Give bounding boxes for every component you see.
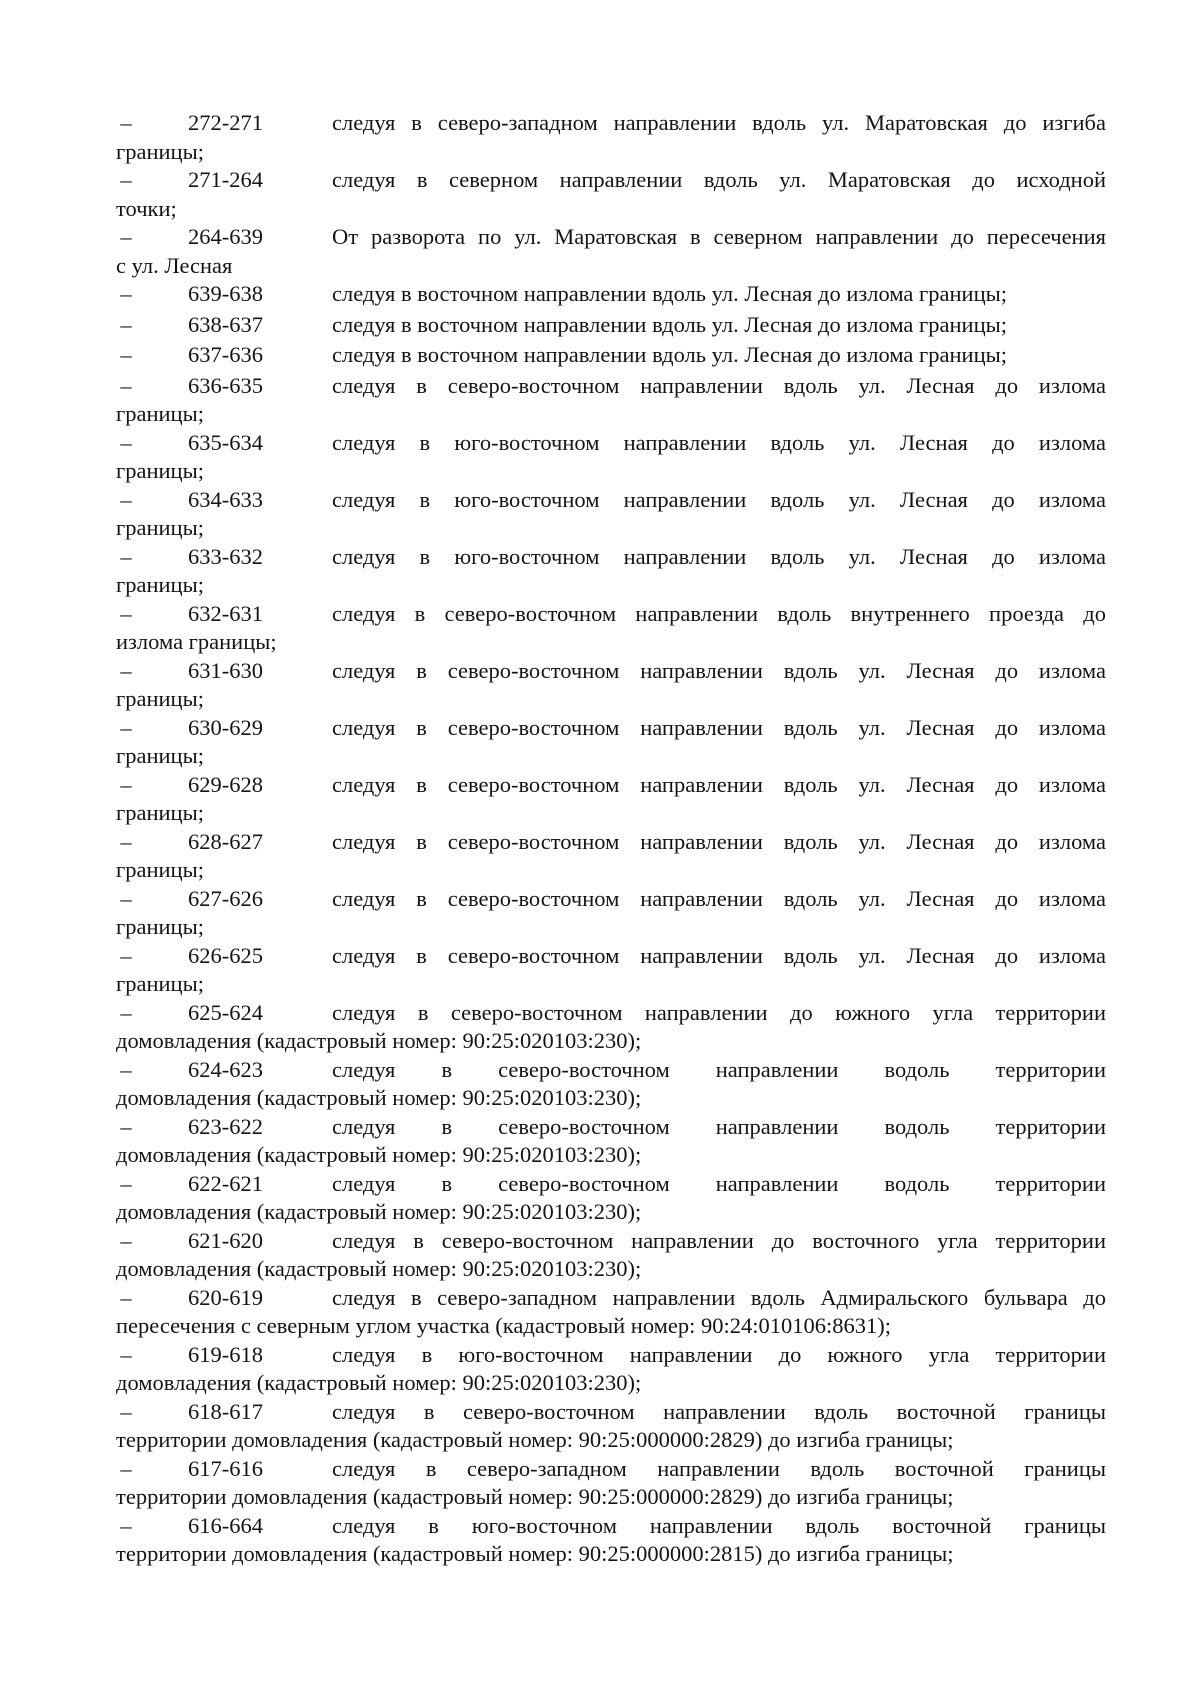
entry-first-line [116, 486, 1106, 515]
entry-first-line [116, 372, 1106, 401]
segment-description-continuation: территории домовладения (кадастровый номер: 90:25:000000:2815) до изгиба границы; [116, 1541, 954, 1566]
segment-description-continuation: границы; [116, 743, 204, 768]
segment-description: следуя в северо-восточном направлении вдоль ул. Лесная до излома [332, 828, 1106, 854]
list-dash-marker: – [120, 372, 132, 398]
list-dash-marker: – [120, 486, 132, 512]
entry-first-line [116, 1398, 1106, 1427]
entry-first-line [116, 885, 1106, 914]
boundary-segment-entry [116, 280, 1106, 311]
segment-description: следуя в северо-восточном направлении вдоль ул. Лесная до излома [332, 714, 1106, 740]
list-dash-marker: – [120, 600, 132, 626]
segment-description-continuation: территории домовладения (кадастровый номер: 90:25:000000:2829) до изгиба границы; [116, 1427, 954, 1452]
segment-description: следуя в восточном направлении вдоль ул. Лесная до излома границы; [332, 342, 1007, 367]
boundary-segment-entry [116, 657, 1106, 714]
boundary-segment-entry [116, 1455, 1106, 1512]
boundary-segment-entry [116, 942, 1106, 999]
segment-description-continuation: домовладения (кадастровый номер: 90:25:020103:230); [116, 1028, 642, 1053]
boundary-segment-entry [116, 771, 1106, 828]
segment-point-range: 623-622 [188, 1113, 263, 1139]
boundary-segment-entry [116, 1113, 1106, 1170]
boundary-segment-entry [116, 1512, 1106, 1569]
boundary-segment-entry [116, 999, 1106, 1056]
segment-description-continuation: домовладения (кадастровый номер: 90:25:020103:230); [116, 1142, 642, 1167]
segment-description: следуя в северо-восточном направлении вдоль восточной границы [332, 1398, 1106, 1424]
segment-description: следуя в юго-восточном направлении вдоль восточной границы [332, 1512, 1106, 1538]
entry-first-line [116, 429, 1106, 458]
entry-first-line [116, 1284, 1106, 1313]
boundary-description-list [116, 109, 1106, 1569]
list-dash-marker: – [120, 1398, 132, 1424]
segment-description: следуя в северо-восточном направлении вдоль внутреннего проезда до [332, 600, 1106, 626]
entry-first-line [116, 1056, 1106, 1085]
boundary-segment-entry [116, 828, 1106, 885]
entry-first-line [116, 714, 1106, 743]
boundary-segment-entry [116, 543, 1106, 600]
segment-description: От разворота по ул. Маратовская в северном направлении до пересечения [332, 224, 1106, 249]
segment-description: следуя в восточном направлении вдоль ул. Лесная до излома границы; [332, 311, 1007, 337]
segment-description: следуя в северном направлении вдоль ул. Маратовская до исходной [332, 167, 1106, 192]
segment-description-continuation: границы; [116, 458, 204, 483]
segment-description-continuation: границы; [116, 800, 204, 825]
segment-point-range: 617-616 [188, 1455, 263, 1481]
segment-description: следуя в северо-восточном направлении вдоль ул. Лесная до излома [332, 657, 1106, 683]
entry-first-line [116, 1170, 1106, 1199]
entry-first-line [116, 771, 1106, 800]
boundary-segment-entry [116, 341, 1106, 372]
segment-description: следуя в юго-восточном направлении вдоль ул. Лесная до излома [332, 486, 1106, 512]
list-dash-marker: – [120, 1170, 132, 1196]
segment-description: следуя в северо-западном направлении вдоль восточной границы [332, 1455, 1106, 1481]
segment-description: следуя в северо-восточном направлении вдоль ул. Лесная до излома [332, 885, 1106, 911]
segment-description-continuation: границы; [116, 686, 204, 711]
boundary-segment-entry [116, 1227, 1106, 1284]
boundary-segment-entry [116, 166, 1106, 223]
segment-point-range: 618-617 [188, 1398, 263, 1424]
boundary-segment-entry [116, 1398, 1106, 1455]
segment-description: следуя в северо-восточном направлении водоль территории [332, 1113, 1106, 1139]
list-dash-marker: – [120, 281, 132, 306]
entry-first-line [116, 1512, 1106, 1541]
segment-point-range: 630-629 [188, 714, 263, 740]
segment-point-range: 635-634 [188, 429, 263, 455]
boundary-segment-entry [116, 1341, 1106, 1398]
segment-point-range: 639-638 [188, 281, 263, 306]
segment-description-continuation: домовладения (кадастровый номер: 90:25:020103:230); [116, 1085, 642, 1110]
segment-point-range: 620-619 [188, 1284, 263, 1310]
boundary-segment-entry [116, 1056, 1106, 1113]
list-dash-marker: – [120, 1113, 132, 1139]
segment-point-range: 629-628 [188, 771, 263, 797]
segment-description-continuation: территории домовладения (кадастровый номер: 90:25:000000:2829) до изгиба границы; [116, 1484, 954, 1509]
list-dash-marker: – [120, 657, 132, 683]
entry-first-line [116, 1341, 1106, 1370]
entry-first-line [116, 311, 1106, 340]
segment-description-continuation: домовладения (кадастровый номер: 90:25:020103:230); [116, 1199, 642, 1224]
entry-first-line [116, 280, 1106, 309]
list-dash-marker: – [120, 429, 132, 455]
boundary-segment-entry [116, 714, 1106, 771]
segment-description-continuation: границы; [116, 914, 204, 939]
segment-point-range: 621-620 [188, 1227, 263, 1253]
boundary-segment-entry [116, 486, 1106, 543]
boundary-segment-entry [116, 223, 1106, 280]
segment-point-range: 628-627 [188, 828, 263, 854]
list-dash-marker: – [120, 1512, 132, 1538]
segment-description: следуя в северо-восточном направлении вдоль ул. Лесная до излома [332, 771, 1106, 797]
segment-description-continuation: излома границы; [116, 629, 277, 654]
list-dash-marker: – [120, 342, 132, 367]
entry-first-line [116, 600, 1106, 629]
segment-description-continuation: домовладения (кадастровый номер: 90:25:020103:230); [116, 1370, 642, 1395]
entry-first-line [116, 657, 1106, 686]
entry-first-line [116, 543, 1106, 572]
list-dash-marker: – [120, 110, 132, 135]
segment-point-range: 631-630 [188, 657, 263, 683]
entry-first-line [116, 999, 1106, 1028]
list-dash-marker: – [120, 543, 132, 569]
segment-point-range: 625-624 [188, 999, 263, 1025]
list-dash-marker: – [120, 1227, 132, 1253]
entry-first-line [116, 942, 1106, 971]
segment-description-continuation: с ул. Лесная [116, 252, 233, 278]
list-dash-marker: – [120, 1341, 132, 1367]
segment-description: следуя в северо-западном направлении вдоль Адмиральского бульвара до [332, 1284, 1106, 1310]
boundary-segment-entry [116, 311, 1106, 342]
entry-first-line [116, 341, 1106, 370]
segment-point-range: 627-626 [188, 885, 263, 911]
entry-first-line [116, 1227, 1106, 1256]
segment-description: следуя в северо-восточном направлении вдоль ул. Лесная до излома [332, 372, 1106, 398]
segment-point-range: 271-264 [188, 167, 263, 192]
segment-description: следуя в юго-восточном направлении до южного угла территории [332, 1341, 1106, 1367]
segment-point-range: 634-633 [188, 486, 263, 512]
boundary-segment-entry [116, 429, 1106, 486]
segment-point-range: 632-631 [188, 600, 263, 626]
segment-description-continuation: границы; [116, 515, 204, 540]
segment-description-continuation: пересечения с северным углом участка (кадастровый номер: 90:24:010106:8631); [116, 1313, 892, 1338]
segment-point-range: 272-271 [188, 110, 263, 135]
boundary-segment-entry [116, 1170, 1106, 1227]
list-dash-marker: – [120, 885, 132, 911]
segment-description: следуя в северо-восточном направлении до южного угла территории [332, 999, 1106, 1025]
segment-description: следуя в северо-западном направлении вдоль ул. Маратовская до изгиба [332, 110, 1106, 135]
segment-description: следуя в северо-восточном направлении до восточного угла территории [332, 1227, 1106, 1253]
segment-point-range: 636-635 [188, 372, 263, 398]
segment-point-range: 264-639 [188, 224, 263, 249]
segment-description: следуя в юго-восточном направлении вдоль ул. Лесная до излома [332, 543, 1106, 569]
list-dash-marker: – [120, 1455, 132, 1481]
segment-description: следуя в северо-восточном направлении вдоль ул. Лесная до излома [332, 942, 1106, 968]
segment-description: следуя в восточном направлении вдоль ул. Лесная до излома границы; [332, 281, 1007, 306]
list-dash-marker: – [120, 1284, 132, 1310]
segment-description-continuation: границы; [116, 971, 204, 996]
segment-description-continuation: домовладения (кадастровый номер: 90:25:020103:230); [116, 1256, 642, 1281]
segment-point-range: 638-637 [188, 311, 263, 337]
entry-first-line [116, 223, 1106, 252]
segment-point-range: 624-623 [188, 1056, 263, 1082]
segment-point-range: 637-636 [188, 342, 263, 367]
entry-first-line [116, 1113, 1106, 1142]
segment-description-continuation: границы; [116, 401, 204, 426]
segment-description-continuation: границы; [116, 572, 204, 597]
segment-description-continuation: точки; [116, 195, 177, 221]
entry-first-line [116, 109, 1106, 138]
boundary-segment-entry [116, 600, 1106, 657]
segment-description-continuation: границы; [116, 857, 204, 882]
list-dash-marker: – [120, 771, 132, 797]
list-dash-marker: – [120, 224, 132, 249]
list-dash-marker: – [120, 311, 132, 337]
segment-point-range: 633-632 [188, 543, 263, 569]
entry-first-line [116, 1455, 1106, 1484]
list-dash-marker: – [120, 714, 132, 740]
boundary-segment-entry [116, 109, 1106, 166]
list-dash-marker: – [120, 828, 132, 854]
segment-description: следуя в северо-восточном направлении водоль территории [332, 1056, 1106, 1082]
segment-description-continuation: границы; [116, 138, 204, 164]
list-dash-marker: – [120, 999, 132, 1025]
boundary-segment-entry [116, 372, 1106, 429]
boundary-segment-entry [116, 885, 1106, 942]
segment-description: следуя в юго-восточном направлении вдоль ул. Лесная до излома [332, 429, 1106, 455]
entry-first-line [116, 828, 1106, 857]
boundary-segment-entry [116, 1284, 1106, 1341]
segment-point-range: 626-625 [188, 942, 263, 968]
segment-point-range: 619-618 [188, 1341, 263, 1367]
list-dash-marker: – [120, 167, 132, 192]
list-dash-marker: – [120, 1056, 132, 1082]
segment-point-range: 616-664 [188, 1512, 263, 1538]
segment-point-range: 622-621 [188, 1170, 263, 1196]
list-dash-marker: – [120, 942, 132, 968]
entry-first-line [116, 166, 1106, 195]
segment-description: следуя в северо-восточном направлении водоль территории [332, 1170, 1106, 1196]
